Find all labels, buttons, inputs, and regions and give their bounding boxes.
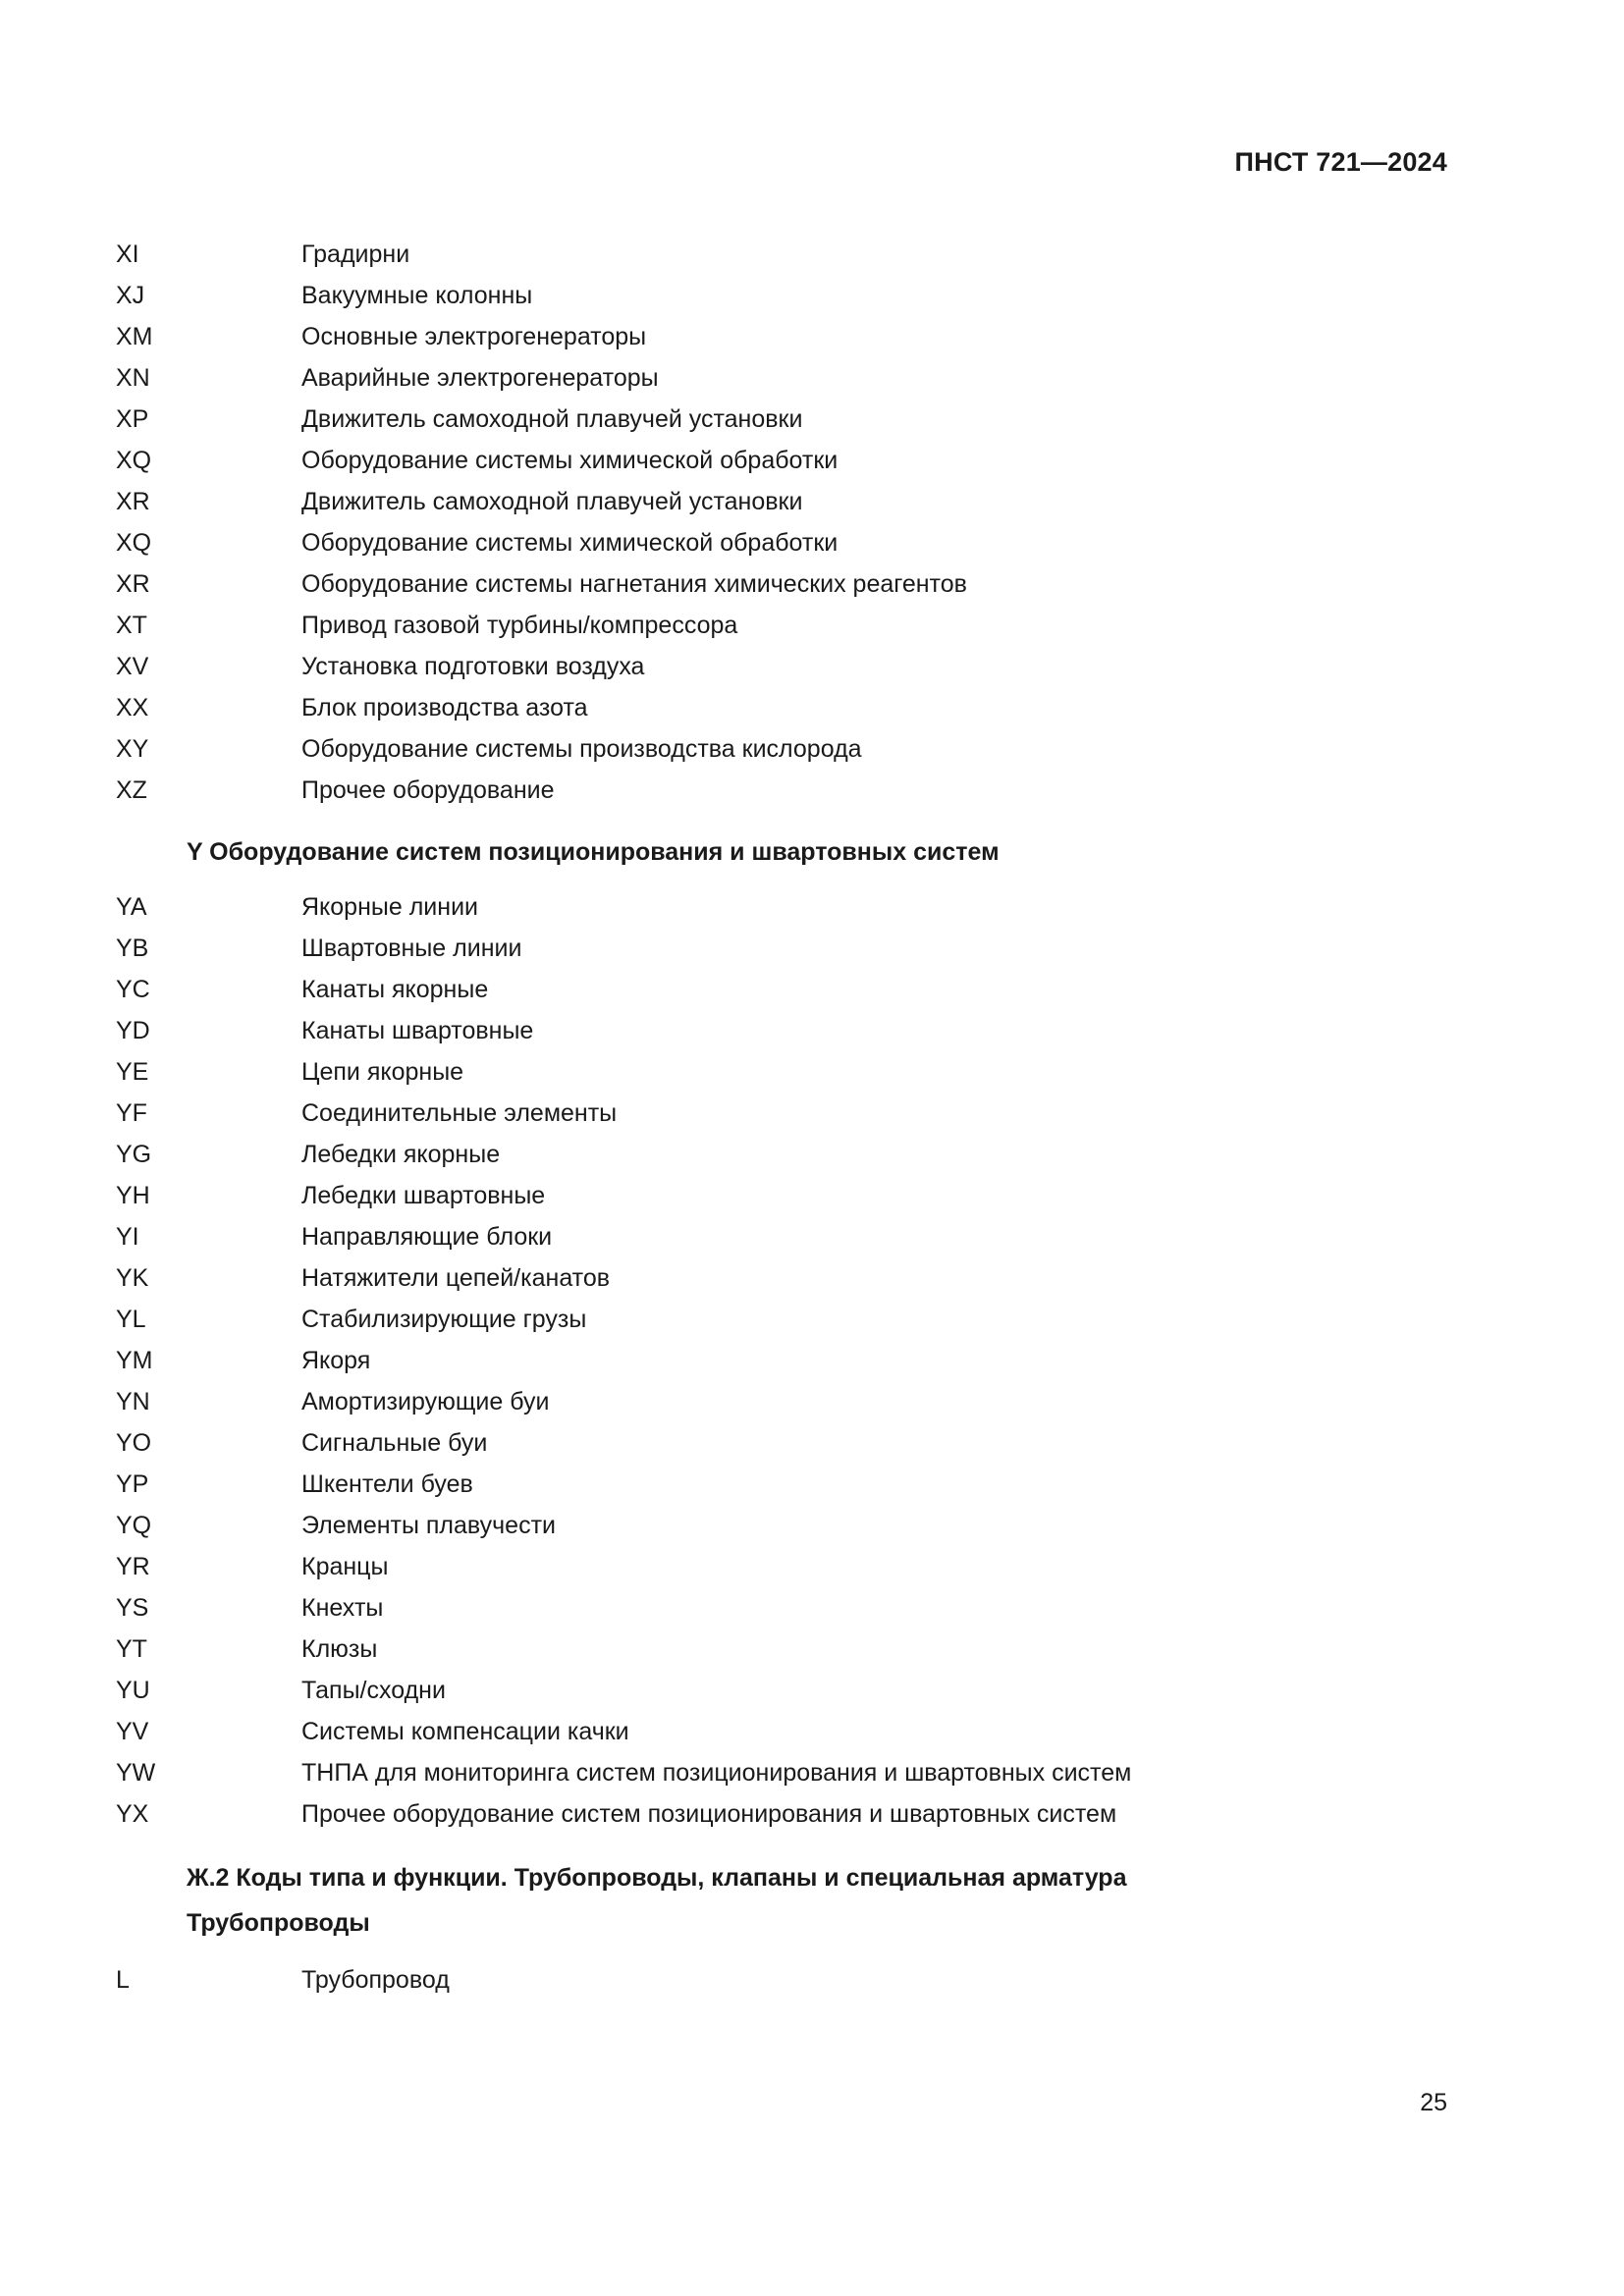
item-code: XQ bbox=[116, 529, 152, 557]
section-heading-y: Y Оборудование систем позиционирования и швартовных систем bbox=[187, 838, 1000, 866]
item-code: YC bbox=[116, 976, 150, 1003]
item-code: XV bbox=[116, 653, 149, 680]
list-item bbox=[0, 1175, 1624, 1216]
item-description: Прочее оборудование bbox=[301, 776, 555, 804]
item-description: Клюзы bbox=[301, 1635, 378, 1663]
list-item bbox=[0, 1216, 1624, 1257]
list-item bbox=[0, 1381, 1624, 1422]
list-item bbox=[0, 1010, 1624, 1051]
item-code: YA bbox=[116, 893, 147, 921]
item-code: YS bbox=[116, 1594, 149, 1622]
item-code: YP bbox=[116, 1470, 149, 1498]
list-item bbox=[0, 1629, 1624, 1670]
list-item bbox=[0, 1464, 1624, 1505]
list-item bbox=[0, 1340, 1624, 1381]
list-item bbox=[0, 1093, 1624, 1134]
item-code: YH bbox=[116, 1182, 150, 1209]
item-description: Направляющие блоки bbox=[301, 1223, 553, 1251]
item-code: YT bbox=[116, 1635, 147, 1663]
list-item bbox=[0, 1134, 1624, 1175]
list-item bbox=[0, 1793, 1624, 1835]
list-item bbox=[0, 399, 1624, 440]
list-item bbox=[0, 440, 1624, 481]
item-description: Цепи якорные bbox=[301, 1058, 464, 1086]
item-code: YF bbox=[116, 1099, 147, 1127]
item-description: Оборудование системы химической обработки bbox=[301, 529, 839, 557]
list-item bbox=[0, 1587, 1624, 1629]
list-item bbox=[0, 563, 1624, 605]
item-description: Канаты якорные bbox=[301, 976, 489, 1003]
item-description: Швартовные линии bbox=[301, 934, 522, 962]
list-item bbox=[0, 1711, 1624, 1752]
item-code: XX bbox=[116, 694, 149, 721]
item-code: YR bbox=[116, 1553, 150, 1580]
list-item bbox=[0, 1257, 1624, 1299]
list-item bbox=[0, 275, 1624, 316]
item-code: YO bbox=[116, 1429, 152, 1457]
item-description: Градирни bbox=[301, 240, 410, 268]
subsection-heading-pipelines: Трубопроводы bbox=[187, 1909, 370, 1937]
list-item bbox=[0, 481, 1624, 522]
item-code: XJ bbox=[116, 282, 145, 309]
item-description: Движитель самоходной плавучей установки bbox=[301, 405, 803, 433]
list-item bbox=[0, 886, 1624, 928]
item-description: Блок производства азота bbox=[301, 694, 588, 721]
list-item bbox=[0, 1546, 1624, 1587]
item-description: Установка подготовки воздуха bbox=[301, 653, 645, 680]
item-code: YD bbox=[116, 1017, 150, 1044]
item-description: Тапы/сходни bbox=[301, 1677, 446, 1704]
list-item bbox=[0, 1752, 1624, 1793]
item-code: YX bbox=[116, 1800, 149, 1828]
item-description: Привод газовой турбины/компрессора bbox=[301, 612, 738, 639]
item-description: Системы компенсации качки bbox=[301, 1718, 629, 1745]
list-item bbox=[0, 1670, 1624, 1711]
item-description: Амортизирующие буи bbox=[301, 1388, 550, 1415]
list-item bbox=[0, 687, 1624, 728]
item-code: YN bbox=[116, 1388, 150, 1415]
list-item bbox=[0, 969, 1624, 1010]
item-description: Кранцы bbox=[301, 1553, 389, 1580]
item-description: Движитель самоходной плавучей установки bbox=[301, 488, 803, 515]
item-code: YW bbox=[116, 1759, 156, 1787]
list-item bbox=[0, 728, 1624, 770]
item-description: Прочее оборудование систем позиционирования и швартовных систем bbox=[301, 1800, 1117, 1828]
item-code: XR bbox=[116, 570, 150, 598]
item-code: XY bbox=[116, 735, 149, 763]
item-code: YM bbox=[116, 1347, 153, 1374]
item-code: XP bbox=[116, 405, 149, 433]
item-description: Кнехты bbox=[301, 1594, 384, 1622]
list-item bbox=[0, 1299, 1624, 1340]
list-item bbox=[0, 1422, 1624, 1464]
list-item bbox=[0, 1051, 1624, 1093]
document-id: ПНСТ 721—2024 bbox=[1234, 147, 1447, 177]
page-number: 25 bbox=[1420, 2089, 1447, 2116]
item-description: Элементы плавучести bbox=[301, 1512, 556, 1539]
item-code: YK bbox=[116, 1264, 149, 1292]
item-description: Вакуумные колонны bbox=[301, 282, 533, 309]
item-code: XM bbox=[116, 323, 153, 350]
item-description: Соединительные элементы bbox=[301, 1099, 618, 1127]
list-item bbox=[0, 646, 1624, 687]
item-description: Сигнальные буи bbox=[301, 1429, 488, 1457]
item-code: YI bbox=[116, 1223, 139, 1251]
item-code: YQ bbox=[116, 1512, 152, 1539]
item-code: YE bbox=[116, 1058, 149, 1086]
item-description: Якорные линии bbox=[301, 893, 478, 921]
item-code: YB bbox=[116, 934, 149, 962]
item-code: XT bbox=[116, 612, 147, 639]
item-description: Стабилизирующие грузы bbox=[301, 1306, 587, 1333]
item-description: Аварийные электрогенераторы bbox=[301, 364, 659, 392]
item-code: XZ bbox=[116, 776, 147, 804]
list-item bbox=[0, 522, 1624, 563]
item-code: XQ bbox=[116, 447, 152, 474]
item-description: Трубопровод bbox=[301, 1966, 450, 1994]
item-description: ТНПА для мониторинга систем позиционирования и швартовных систем bbox=[301, 1759, 1132, 1787]
list-item bbox=[0, 1505, 1624, 1546]
item-description: Канаты швартовные bbox=[301, 1017, 534, 1044]
list-item bbox=[0, 770, 1624, 811]
item-description: Якоря bbox=[301, 1347, 371, 1374]
item-description: Шкентели буев bbox=[301, 1470, 473, 1498]
item-code: XR bbox=[116, 488, 150, 515]
list-item bbox=[0, 316, 1624, 357]
list-item bbox=[0, 1959, 1624, 2001]
item-description: Лебедки швартовные bbox=[301, 1182, 546, 1209]
item-code: L bbox=[116, 1966, 130, 1994]
list-item bbox=[0, 357, 1624, 399]
item-description: Оборудование системы химической обработки bbox=[301, 447, 839, 474]
list-item bbox=[0, 928, 1624, 969]
item-code: YL bbox=[116, 1306, 146, 1333]
item-code: YU bbox=[116, 1677, 150, 1704]
list-item bbox=[0, 234, 1624, 275]
item-code: XI bbox=[116, 240, 139, 268]
item-description: Натяжители цепей/канатов bbox=[301, 1264, 611, 1292]
section-heading-zh2: Ж.2 Коды типа и функции. Трубопроводы, клапаны и специальная арматура bbox=[187, 1864, 1127, 1892]
item-code: YG bbox=[116, 1141, 152, 1168]
item-description: Основные электрогенераторы bbox=[301, 323, 647, 350]
item-code: XN bbox=[116, 364, 150, 392]
item-code: YV bbox=[116, 1718, 149, 1745]
item-description: Лебедки якорные bbox=[301, 1141, 501, 1168]
item-description: Оборудование системы производства кислорода bbox=[301, 735, 862, 763]
item-description: Оборудование системы нагнетания химических реагентов bbox=[301, 570, 967, 598]
list-item bbox=[0, 605, 1624, 646]
